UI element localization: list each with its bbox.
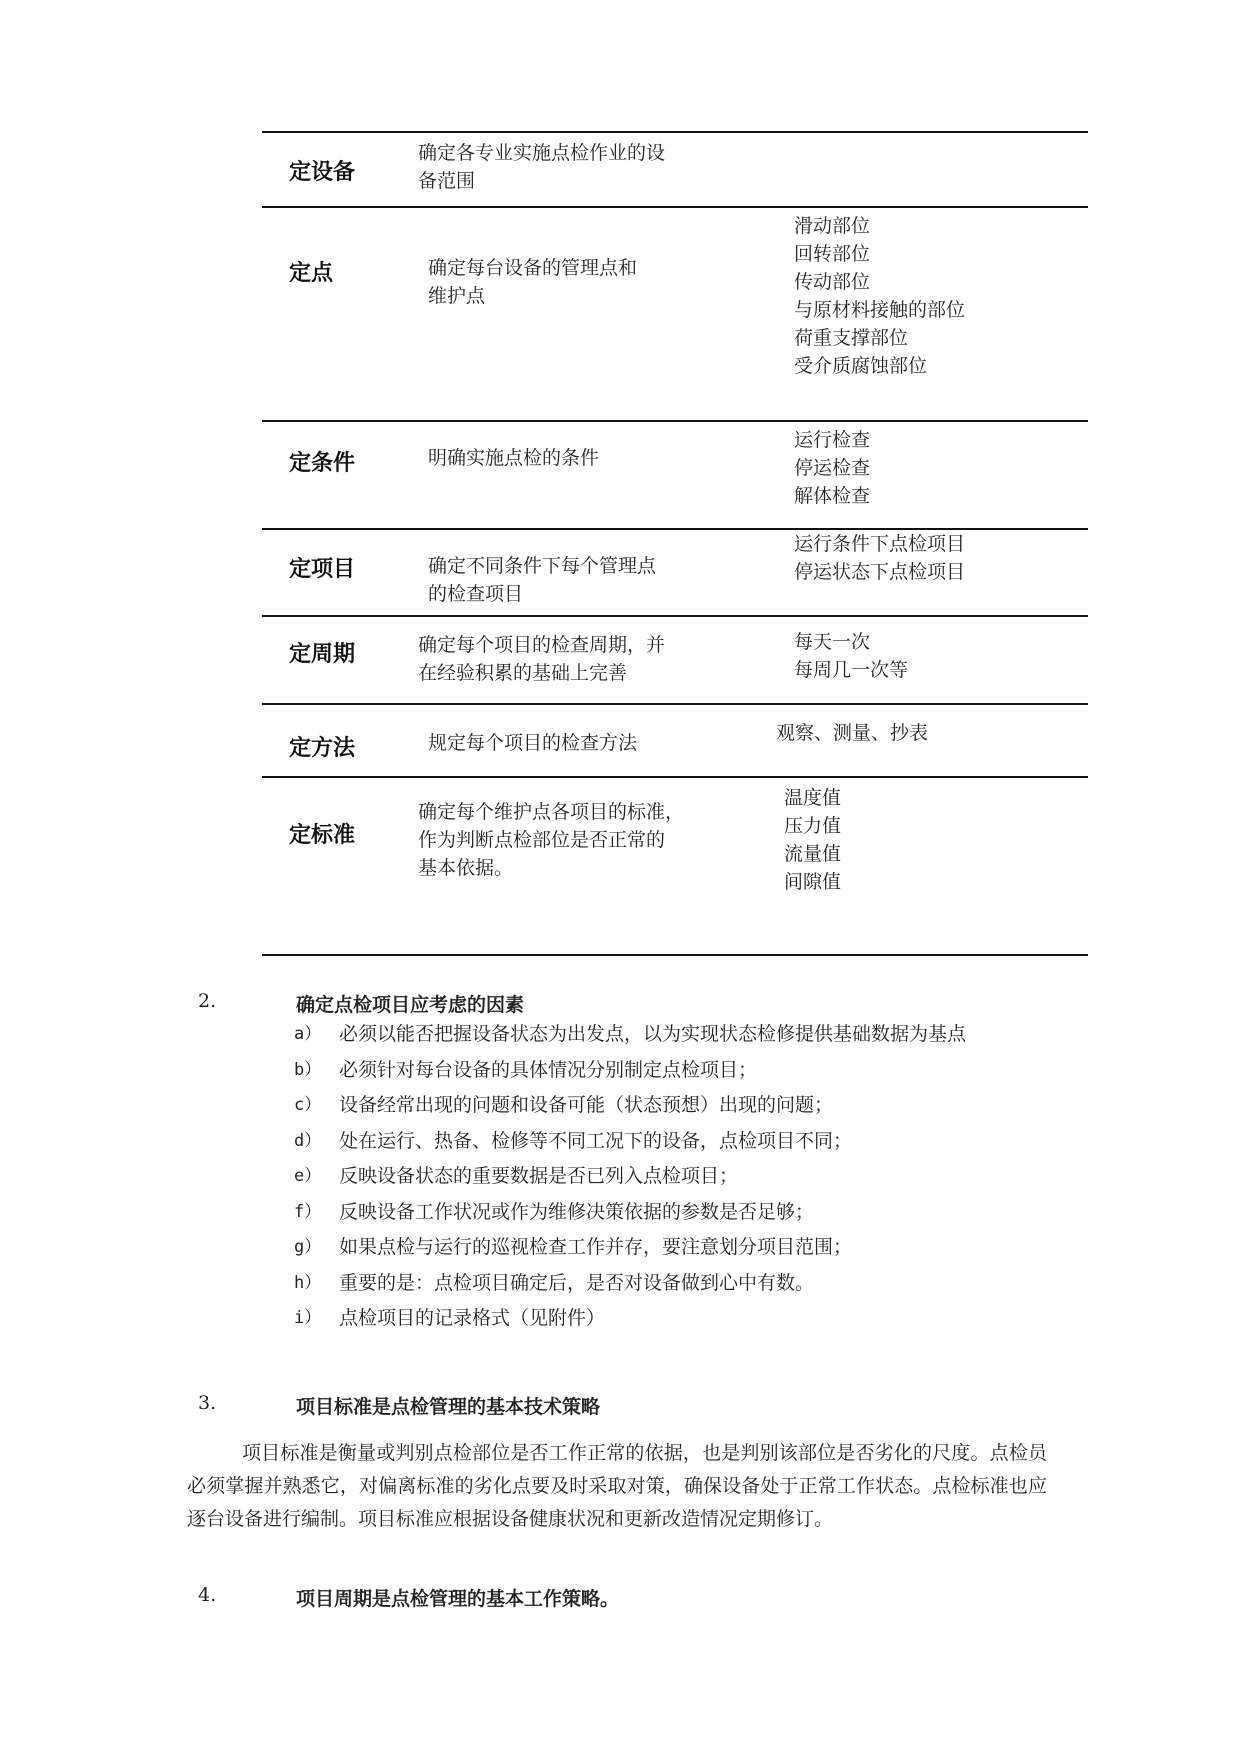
example-item: 观察、测量、抄表 <box>776 722 929 744</box>
example-item: 每天一次 <box>794 631 871 653</box>
desc-line: 的检查项目 <box>428 583 524 605</box>
list-text: 必须针对每台设备的具体情况分别制定点检项目； <box>339 1058 758 1081</box>
section-number: 3. <box>198 1392 217 1414</box>
list-item <box>294 1127 1094 1163</box>
list-marker: i） <box>294 1308 322 1328</box>
example-item: 受介质腐蚀部位 <box>794 355 928 377</box>
row-key: 定周期 <box>289 642 356 667</box>
list-item <box>294 1198 1094 1234</box>
row-description <box>418 631 665 687</box>
section-3-paragraph: 项目标准是衡量或判别点检部位是否工作正常的依据，也是判别该部位是否劣化的尺度。点检员必须掌握并熟悉它，对偏离标准的劣化点要及时采取对策，确保设备处于正常工作状态。点检标准也应逐台设备进行编制。项目标准应根据设备健康状况和更新改造情况定期修订。 <box>187 1442 1047 1530</box>
list-item <box>294 1269 1094 1305</box>
row-description <box>428 444 599 472</box>
list-text: 点检项目的记录格式（见附件） <box>339 1307 606 1329</box>
desc-line: 在经验积累的基础上完善 <box>418 662 628 684</box>
row-examples <box>794 426 870 510</box>
list-marker: e） <box>294 1166 322 1186</box>
list-marker: f） <box>294 1201 322 1222</box>
example-item: 温度值 <box>784 787 842 809</box>
list-item <box>294 1056 1094 1092</box>
list-marker: d） <box>294 1130 322 1151</box>
example-item: 运行检查 <box>794 429 871 451</box>
factor-list <box>294 1020 1094 1340</box>
row-key: 定设备 <box>289 160 356 185</box>
section-title: 确定点检项目应考虑的因素 <box>296 994 525 1016</box>
table-row <box>262 530 1088 615</box>
example-item: 压力值 <box>784 815 842 837</box>
table-rule <box>262 954 1088 956</box>
list-item <box>294 1304 1094 1340</box>
list-item <box>294 1091 1094 1127</box>
desc-line: 作为判断点检部位是否正常的 <box>418 829 666 851</box>
desc-line: 维护点 <box>428 285 486 307</box>
row-key: 定项目 <box>289 557 356 582</box>
example-item: 滑动部位 <box>794 215 871 237</box>
section-title: 项目标准是点检管理的基本技术策略 <box>296 1396 601 1418</box>
list-text: 处在运行、热备、检修等不同工况下的设备，点检项目不同； <box>339 1129 853 1152</box>
table-row <box>262 422 1088 528</box>
row-description <box>428 254 637 310</box>
list-text: 重要的是：点检项目确定后，是否对设备做到心中有数。 <box>339 1271 815 1294</box>
desc-line: 确定每台设备的管理点和 <box>428 257 638 279</box>
desc-line: 确定每个维护点各项目的标准， <box>418 801 685 823</box>
example-item: 解体检查 <box>794 485 871 507</box>
row-description <box>428 729 637 757</box>
section-number: 2. <box>198 990 217 1012</box>
section-number: 4. <box>198 1584 217 1606</box>
table-row <box>262 617 1088 703</box>
example-item: 停运检查 <box>794 457 871 479</box>
desc-line: 确定每个项目的检查周期，并 <box>418 634 666 656</box>
example-item: 传动部位 <box>794 271 871 293</box>
example-item: 回转部位 <box>794 243 871 265</box>
list-text: 反映设备工作状况或作为维修决策依据的参数是否足够； <box>339 1200 815 1223</box>
row-key: 定标准 <box>289 823 356 848</box>
list-text: 如果点检与运行的巡视检查工作并存，要注意划分项目范围； <box>339 1236 853 1258</box>
example-item: 每周几一次等 <box>794 659 909 681</box>
row-description <box>418 139 665 195</box>
example-item: 运行条件下点检项目 <box>794 533 966 555</box>
desc-line: 确定各专业实施点检作业的设 <box>418 142 666 164</box>
table-row <box>262 133 1088 207</box>
list-marker: a） <box>294 1024 322 1044</box>
list-text: 必须以能否把握设备状态为出发点，以为实现状态检修提供基础数据为基点 <box>339 1023 967 1045</box>
row-description <box>428 552 656 608</box>
desc-line: 备范围 <box>418 170 476 192</box>
row-key: 定点 <box>289 261 334 286</box>
list-text: 反映设备状态的重要数据是否已列入点检项目； <box>339 1165 739 1187</box>
example-item: 荷重支撑部位 <box>794 327 909 349</box>
row-key: 定方法 <box>289 736 356 761</box>
row-examples <box>784 784 841 896</box>
section-title: 项目周期是点检管理的基本工作策略。 <box>296 1588 620 1610</box>
list-marker: g） <box>294 1237 322 1257</box>
desc-line: 基本依据。 <box>418 857 514 879</box>
table-row <box>262 705 1088 775</box>
list-item <box>294 1162 1094 1198</box>
row-examples <box>776 719 928 747</box>
row-examples <box>794 628 908 684</box>
row-key: 定条件 <box>289 451 356 476</box>
row-description <box>418 798 684 882</box>
row-examples <box>794 212 965 380</box>
desc-line: 明确实施点检的条件 <box>428 447 600 469</box>
list-item <box>294 1020 1094 1056</box>
example-item: 流量值 <box>784 843 842 865</box>
list-text: 设备经常出现的问题和设备可能（状态预想）出现的问题； <box>339 1094 834 1116</box>
list-marker: b） <box>294 1059 322 1080</box>
row-examples <box>794 530 965 586</box>
list-marker: c） <box>294 1095 322 1115</box>
list-item <box>294 1233 1094 1269</box>
table-row <box>262 778 1088 954</box>
example-item: 与原材料接触的部位 <box>794 299 966 321</box>
example-item: 停运状态下点检项目 <box>794 561 966 583</box>
desc-line: 规定每个项目的检查方法 <box>428 732 638 754</box>
desc-line: 确定不同条件下每个管理点 <box>428 555 657 577</box>
example-item: 间隙值 <box>784 871 842 893</box>
table-row <box>262 208 1088 420</box>
list-marker: h） <box>294 1272 322 1293</box>
